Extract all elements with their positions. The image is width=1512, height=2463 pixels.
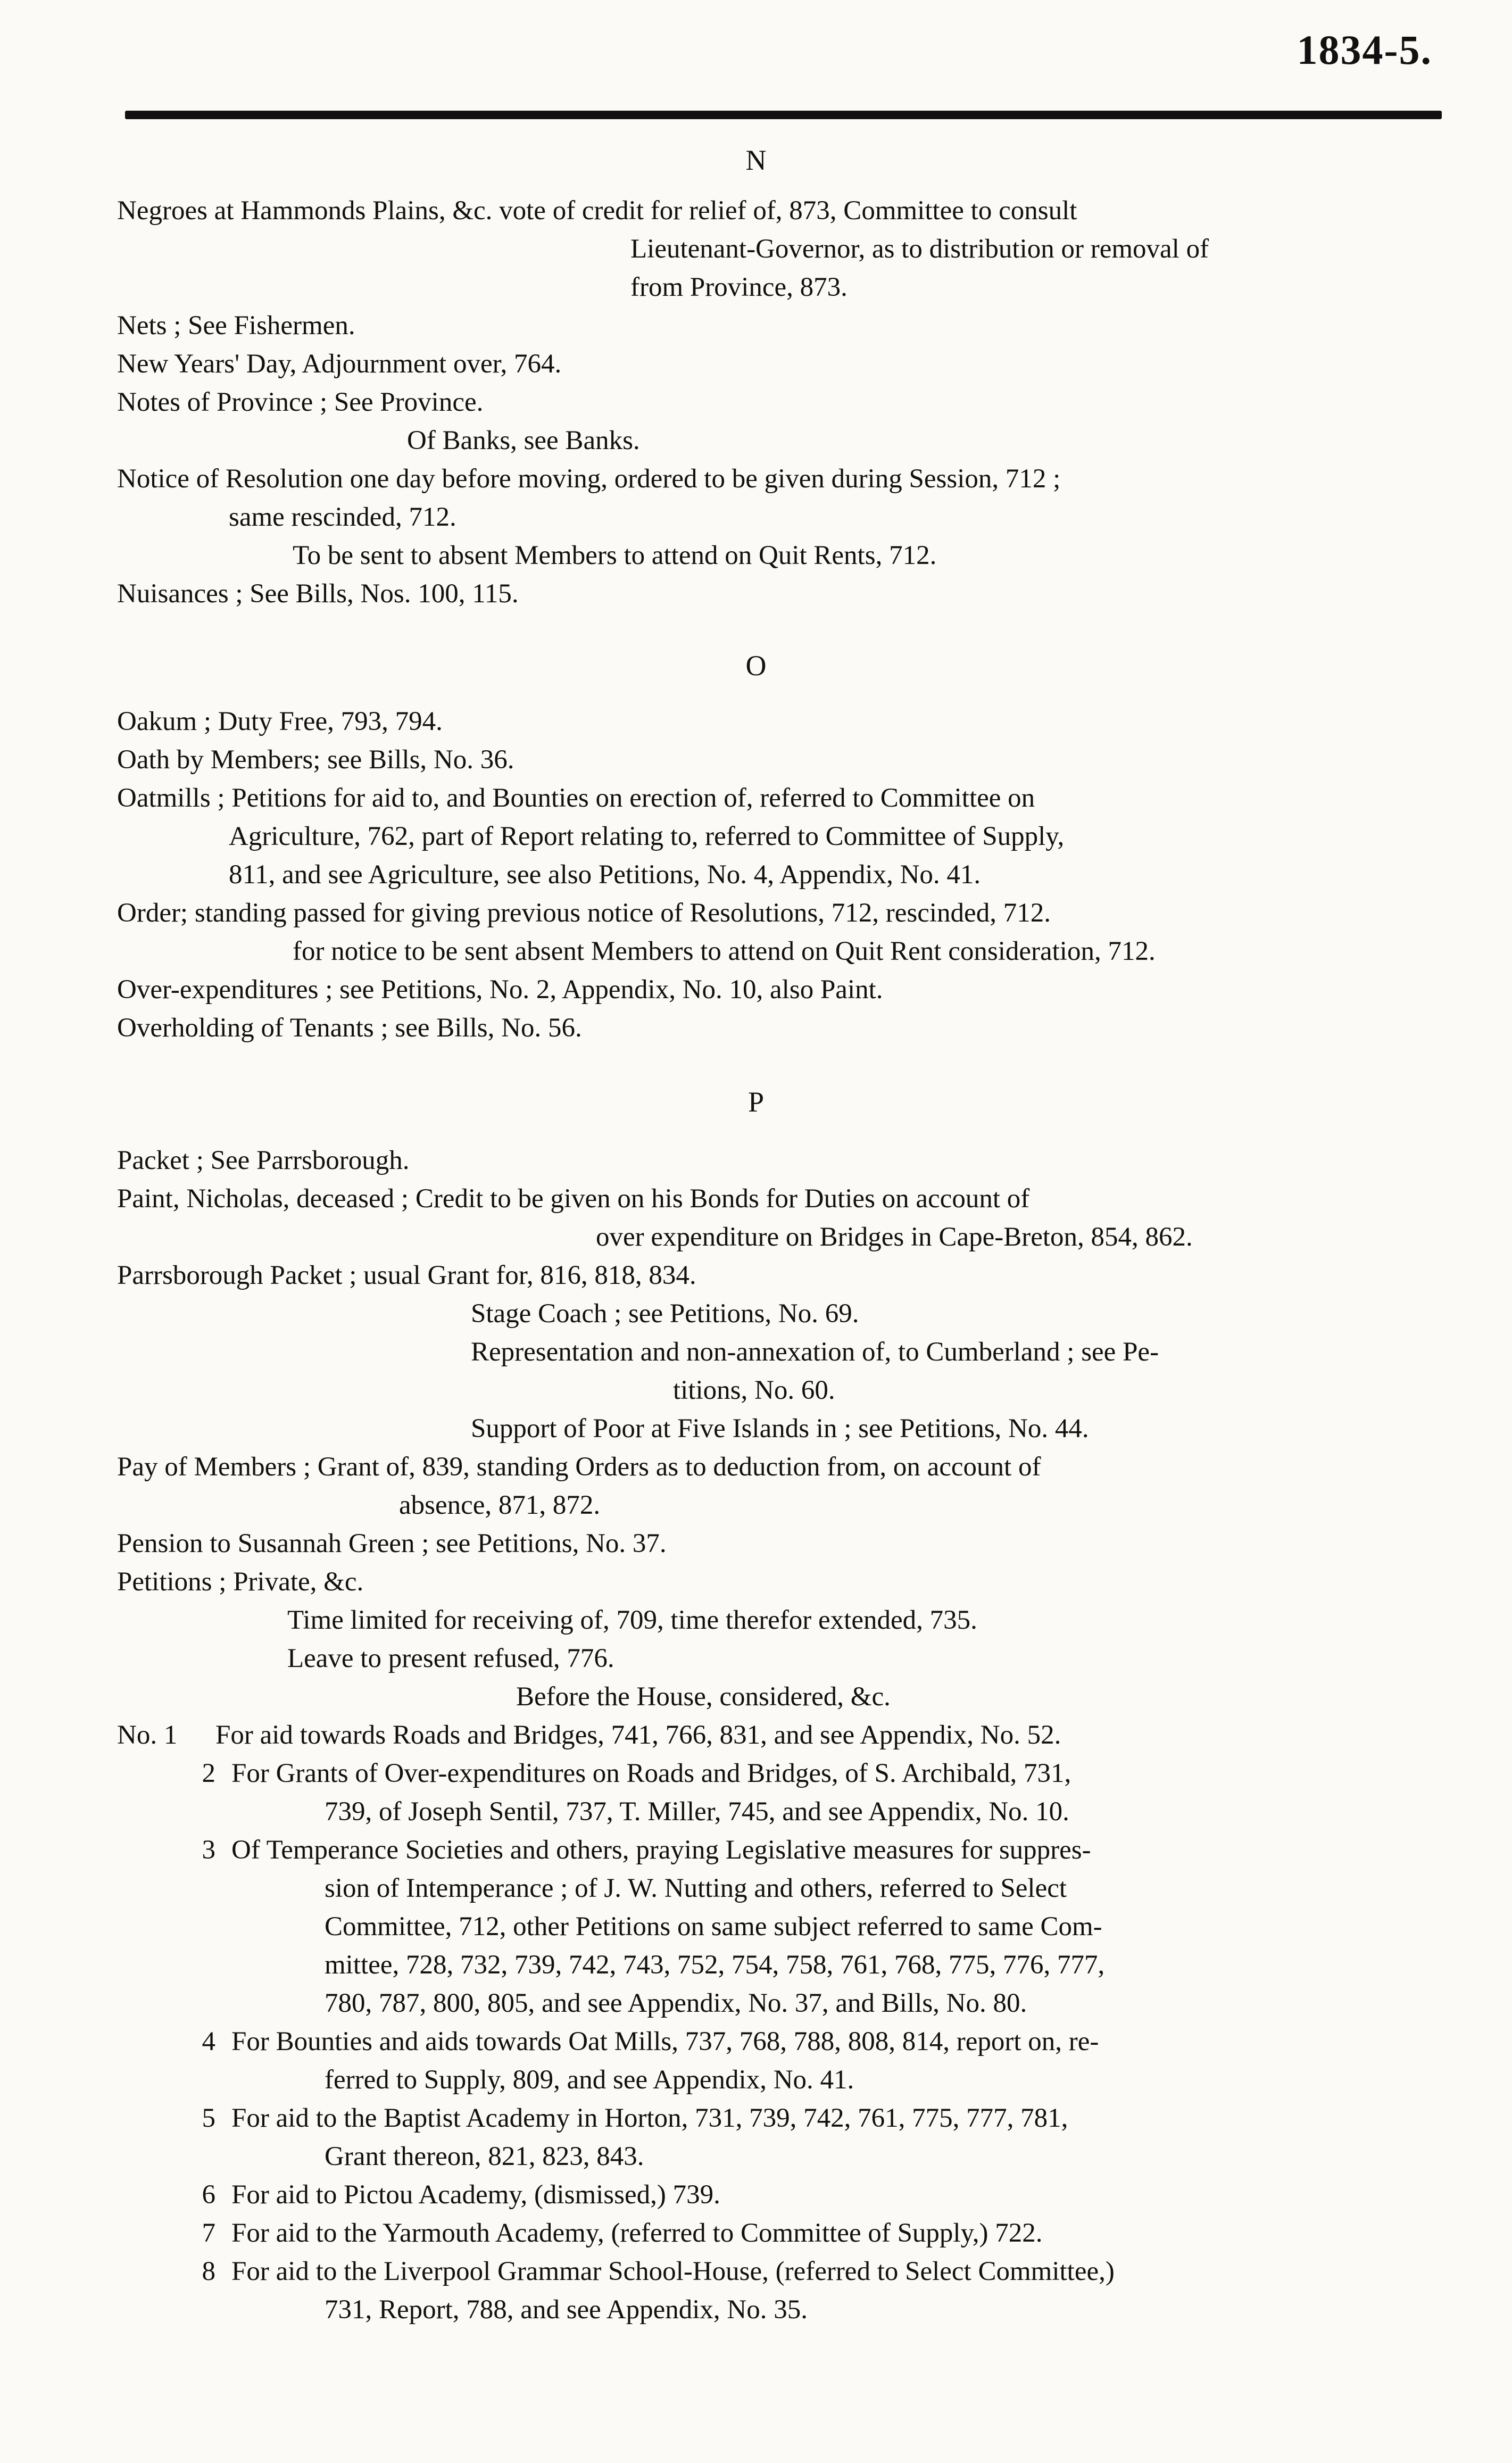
section-o-entries — [117, 702, 1447, 1047]
index-line: Oath by Members; see Bills, No. 36. — [117, 745, 514, 775]
petition-text: For Bounties and aids towards Oat Mills, 737, 768, 788, 808, 814, report on, re- — [231, 2027, 1099, 2056]
petition-number: 6 — [202, 2180, 215, 2210]
petition-item — [117, 2022, 1458, 2099]
index-line: 811, and see Agriculture, see also Petitions, No. 4, Appendix, No. 41. — [229, 860, 981, 890]
petition-number: No. 1 — [117, 1720, 178, 1750]
petition-text: sion of Intemperance ; of J. W. Nutting and others, referred to Select — [325, 1873, 1067, 1903]
index-line: Pension to Susannah Green ; see Petitions, No. 37. — [117, 1529, 667, 1558]
index-line: Time limited for receiving of, 709, time therefor extended, 735. — [287, 1605, 977, 1635]
index-line: Paint, Nicholas, deceased ; Credit to be given on his Bonds for Duties on account of — [117, 1184, 1030, 1214]
petition-item — [117, 2214, 1458, 2252]
index-line: Petitions ; Private, &c. — [117, 1567, 364, 1597]
page-year-heading: 1834-5. — [1297, 27, 1432, 73]
petition-number: 3 — [202, 1835, 215, 1865]
petition-text: ferred to Supply, 809, and see Appendix, No. 41. — [325, 2065, 854, 2095]
index-line: Negroes at Hammonds Plains, &c. vote of credit for relief of, 873, Committee to consult — [117, 196, 1077, 226]
header-rule — [125, 111, 1442, 119]
petition-number: 2 — [202, 1759, 215, 1788]
petition-text: Of Temperance Societies and others, praying Legislative measures for suppres- — [231, 1835, 1091, 1865]
index-line: absence, 871, 872. — [399, 1490, 601, 1520]
section-p-entries — [117, 1141, 1447, 1716]
petition-text: mittee, 728, 732, 739, 742, 743, 752, 754, 758, 761, 768, 775, 776, 777, — [325, 1950, 1105, 1980]
index-line: Lieutenant-Governor, as to distribution or removal of — [630, 234, 1209, 264]
index-line: Of Banks, see Banks. — [407, 426, 640, 455]
index-line: Representation and non-annexation of, to Cumberland ; see Pe- — [471, 1337, 1159, 1367]
index-line: Agriculture, 762, part of Report relating to, referred to Committee of Supply, — [229, 822, 1065, 851]
petition-item — [117, 1831, 1458, 2022]
petition-text: For aid to Pictou Academy, (dismissed,) 739. — [231, 2180, 720, 2210]
index-line: Pay of Members ; Grant of, 839, standing Orders as to deduction from, on account of — [117, 1452, 1041, 1482]
petition-text: For aid towards Roads and Bridges, 741, 766, 831, and see Appendix, No. 52. — [215, 1720, 1061, 1750]
petition-item — [117, 2176, 1458, 2214]
petitions-list — [117, 1716, 1458, 2329]
petition-text: 731, Report, 788, and see Appendix, No. 35. — [325, 2295, 808, 2325]
petition-item — [117, 1716, 1458, 1754]
petition-text: 739, of Joseph Sentil, 737, T. Miller, 745, and see Appendix, No. 10. — [325, 1797, 1069, 1827]
index-line: from Province, 873. — [630, 272, 848, 302]
section-letter-p: P — [747, 1086, 765, 1118]
index-line: Order; standing passed for giving previous notice of Resolutions, 712, rescinded, 712. — [117, 898, 1051, 928]
petition-text: For aid to the Liverpool Grammar School-House, (referred to Select Committee,) — [231, 2257, 1115, 2286]
index-line: Leave to present refused, 776. — [287, 1644, 614, 1673]
index-line: for notice to be sent absent Members to attend on Quit Rent consideration, 712. — [293, 936, 1156, 966]
index-line: To be sent to absent Members to attend on Quit Rents, 712. — [293, 541, 937, 570]
index-line: Oakum ; Duty Free, 793, 794. — [117, 707, 443, 736]
index-line: Over-expenditures ; see Petitions, No. 2, Appendix, No. 10, also Paint. — [117, 975, 883, 1005]
petition-text: 780, 787, 800, 805, and see Appendix, No. 37, and Bills, No. 80. — [325, 1988, 1027, 2018]
petition-number: 5 — [202, 2103, 215, 2133]
index-line: same rescinded, 712. — [229, 502, 456, 532]
petition-text: For Grants of Over-expenditures on Roads and Bridges, of S. Archibald, 731, — [231, 1759, 1071, 1788]
index-line: over expenditure on Bridges in Cape-Breton, 854, 862. — [596, 1222, 1193, 1252]
index-line: Support of Poor at Five Islands in ; see Petitions, No. 44. — [471, 1414, 1089, 1444]
petition-item — [117, 2099, 1458, 2176]
petition-text: For aid to the Yarmouth Academy, (referred to Committee of Supply,) 722. — [231, 2218, 1043, 2248]
section-letter-o: O — [745, 650, 767, 682]
petition-item — [117, 1754, 1458, 1831]
index-line: Parrsborough Packet ; usual Grant for, 816, 818, 834. — [117, 1260, 696, 1290]
petition-text: For aid to the Baptist Academy in Horton, 731, 739, 742, 761, 775, 777, 781, — [231, 2103, 1068, 2133]
petition-number: 8 — [202, 2257, 215, 2286]
index-line: Nuisances ; See Bills, Nos. 100, 115. — [117, 579, 519, 609]
section-n-entries — [117, 192, 1447, 613]
index-line: Oatmills ; Petitions for aid to, and Bounties on erection of, referred to Committee on — [117, 783, 1035, 813]
index-line: titions, No. 60. — [673, 1375, 835, 1405]
index-line: Packet ; See Parrsborough. — [117, 1146, 410, 1175]
index-line: Stage Coach ; see Petitions, No. 69. — [471, 1299, 859, 1329]
petition-text: Grant thereon, 821, 823, 843. — [325, 2142, 644, 2171]
index-line: Before the House, considered, &c. — [516, 1682, 891, 1712]
petition-number: 4 — [202, 2027, 215, 2056]
petition-text: Committee, 712, other Petitions on same subject referred to same Com- — [325, 1912, 1102, 1942]
index-line: Notes of Province ; See Province. — [117, 387, 484, 417]
index-line: New Years' Day, Adjournment over, 764. — [117, 349, 562, 379]
index-line: Nets ; See Fishermen. — [117, 311, 355, 341]
index-line: Notice of Resolution one day before moving, ordered to be given during Session, 712 ; — [117, 464, 1061, 494]
petition-item — [117, 2252, 1458, 2329]
section-letter-n: N — [745, 144, 767, 176]
petition-number: 7 — [202, 2218, 215, 2248]
index-line: Overholding of Tenants ; see Bills, No. 56. — [117, 1013, 582, 1043]
